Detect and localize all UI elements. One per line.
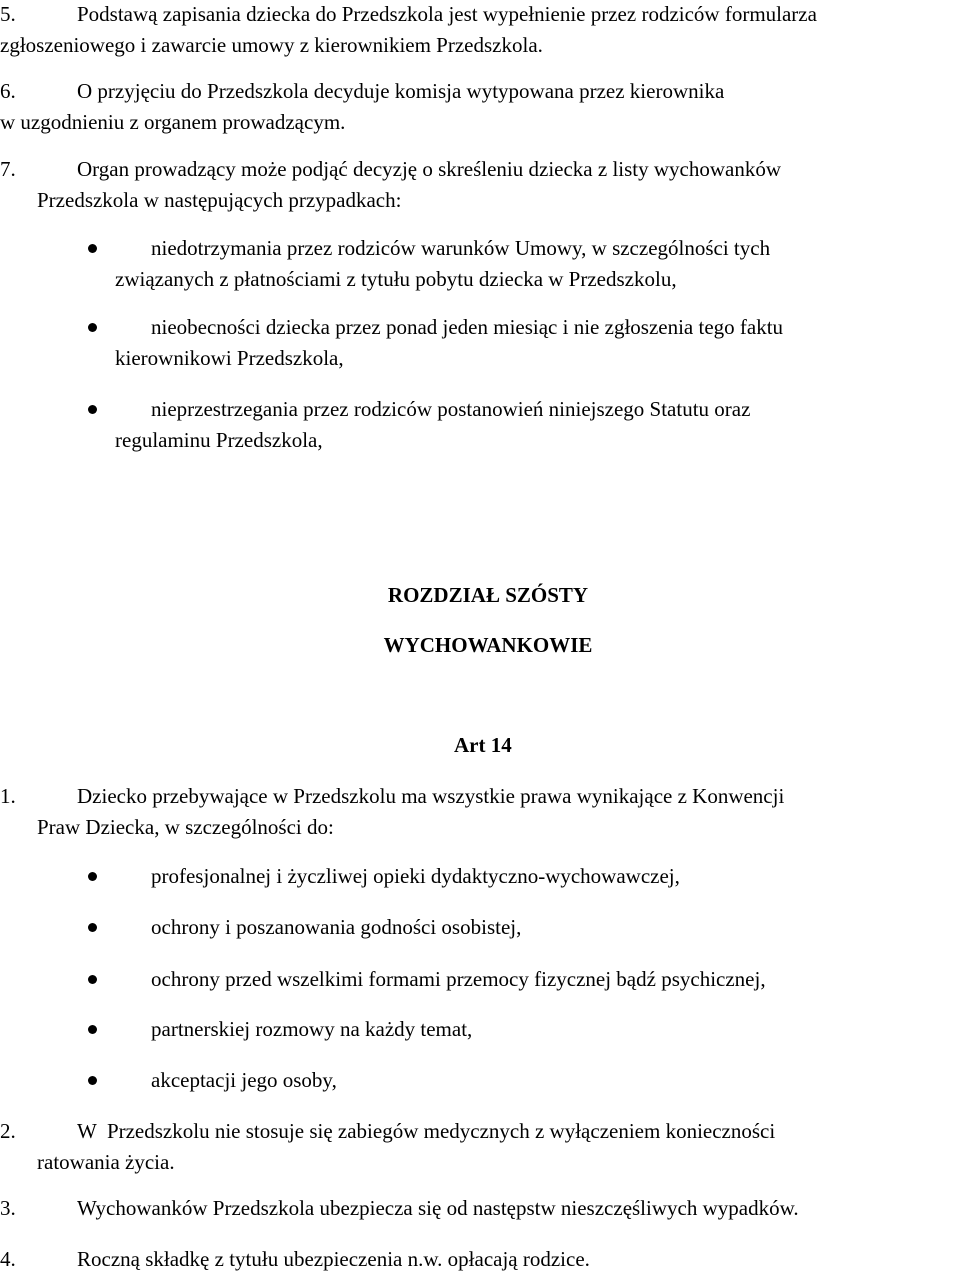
bullet-icon xyxy=(88,244,97,253)
bullet-text: kierownikowi Przedszkola, xyxy=(115,346,344,370)
paragraph-line: Przedszkola w następujących przypadkach: xyxy=(37,188,402,212)
item-number: 3. xyxy=(0,1196,16,1220)
paragraph-line: w uzgodnieniu z organem prowadzącym. xyxy=(0,110,346,134)
article-heading: Art 14 xyxy=(454,733,512,757)
item-number: 7. xyxy=(0,157,16,181)
item-number: 6. xyxy=(0,79,16,103)
bullet-icon xyxy=(88,1025,97,1034)
bullet-icon xyxy=(88,975,97,984)
paragraph-line: Podstawą zapisania dziecka do Przedszkola jest wypełnienie przez rodziców formularza xyxy=(77,2,817,26)
bullet-icon xyxy=(88,323,97,332)
paragraph-line: Dziecko przebywające w Przedszkolu ma wszystkie prawa wynikające z Konwencji xyxy=(77,784,785,808)
bullet-text: ochrony przed wszelkimi formami przemocy fizycznej bądź psychicznej, xyxy=(151,967,766,991)
bullet-icon xyxy=(88,923,97,932)
item-number: 2. xyxy=(0,1119,16,1143)
item-number: 5. xyxy=(0,2,16,26)
paragraph-line: Wychowanków Przedszkola ubezpiecza się od następstw nieszczęśliwych wypadków. xyxy=(77,1196,799,1220)
paragraph-line: Roczną składkę z tytułu ubezpieczenia n.w. opłacają rodzice. xyxy=(77,1247,590,1271)
bullet-text: profesjonalnej i życzliwej opieki dydaktyczno-wychowawczej, xyxy=(151,864,680,888)
chapter-subtitle: WYCHOWANKOWIE xyxy=(383,633,593,657)
bullet-text: nieobecności dziecka przez ponad jeden miesiąc i nie zgłoszenia tego faktu xyxy=(151,315,784,339)
paragraph-line: Praw Dziecka, w szczególności do: xyxy=(37,815,334,839)
paragraph-line: W Przedszkolu nie stosuje się zabiegów medycznych z wyłączeniem konieczności xyxy=(77,1119,776,1143)
bullet-text: niedotrzymania przez rodziców warunków Umowy, w szczególności tych xyxy=(151,236,771,260)
paragraph-line: zgłoszeniowego i zawarcie umowy z kierownikiem Przedszkola. xyxy=(0,33,543,57)
paragraph-line: O przyjęciu do Przedszkola decyduje komisja wytypowana przez kierownika xyxy=(77,79,725,103)
paragraph-line: ratowania życia. xyxy=(37,1150,175,1174)
bullet-icon xyxy=(88,1076,97,1085)
chapter-title: ROZDZIAŁ SZÓSTY xyxy=(387,583,589,607)
bullet-text: nieprzestrzegania przez rodziców postanowień niniejszego Statutu oraz xyxy=(151,397,751,421)
item-number: 4. xyxy=(0,1247,16,1271)
bullet-text: regulaminu Przedszkola, xyxy=(115,428,323,452)
paragraph-line: Organ prowadzący może podjąć decyzję o skreśleniu dziecka z listy wychowanków xyxy=(77,157,782,181)
bullet-icon xyxy=(88,872,97,881)
bullet-text: akceptacji jego osoby, xyxy=(151,1068,337,1092)
bullet-text: partnerskiej rozmowy na każdy temat, xyxy=(151,1017,473,1041)
bullet-text: związanych z płatnościami z tytułu pobytu dziecka w Przedszkolu, xyxy=(115,267,677,291)
bullet-icon xyxy=(88,405,97,414)
item-number: 1. xyxy=(0,784,16,808)
bullet-text: ochrony i poszanowania godności osobistej, xyxy=(151,915,522,939)
